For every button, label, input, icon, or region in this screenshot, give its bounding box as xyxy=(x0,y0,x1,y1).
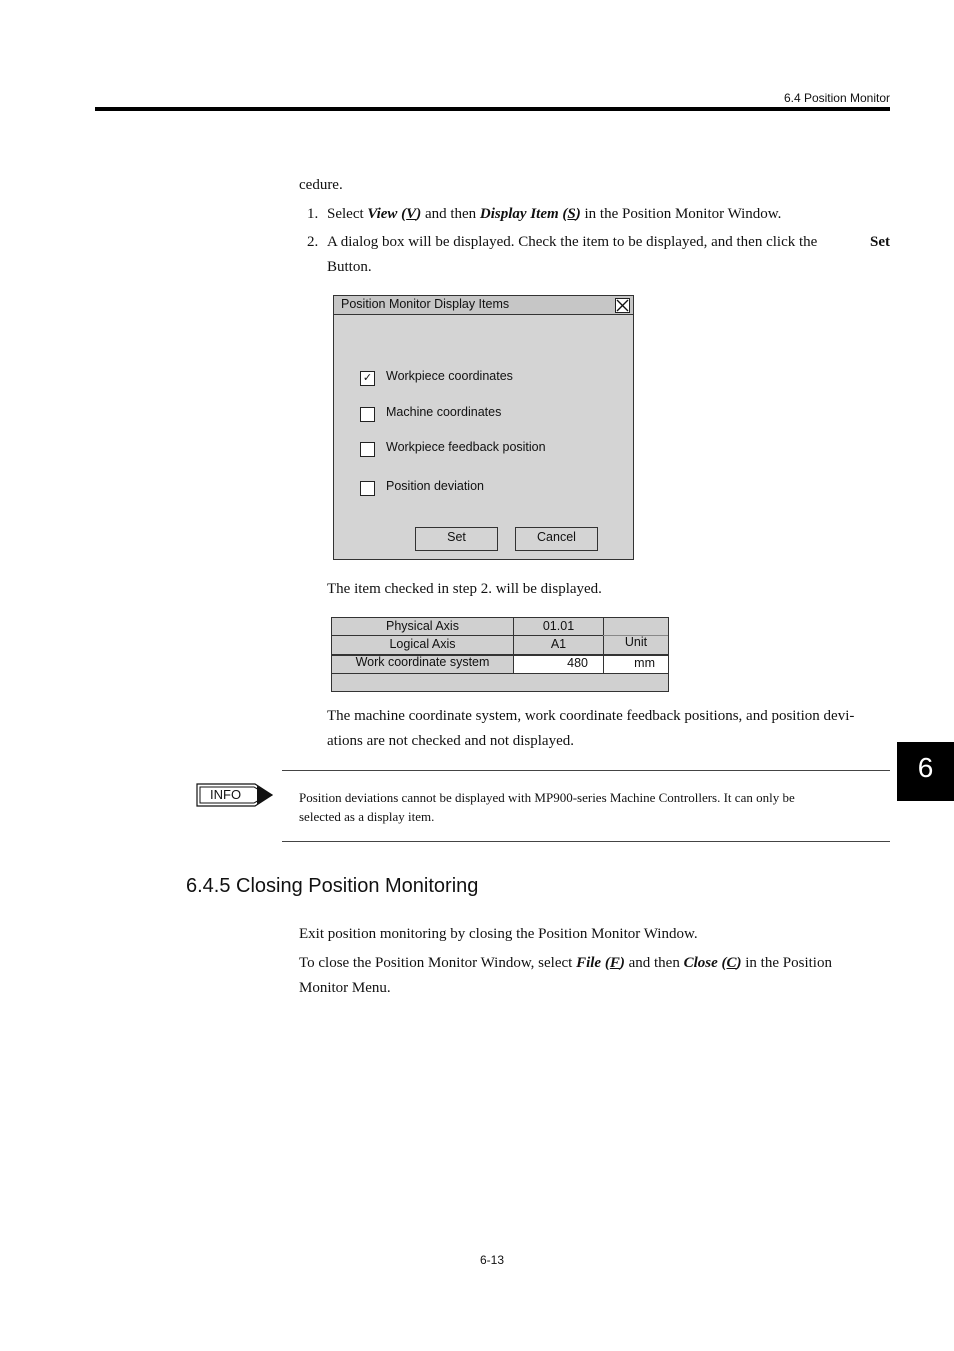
checkbox-machine-coordinates[interactable] xyxy=(360,407,375,422)
dialog-titlebar xyxy=(334,296,633,315)
info-badge-label: INFO xyxy=(210,787,242,802)
step-1 xyxy=(307,202,782,227)
set-button[interactable]: Set xyxy=(415,527,498,551)
table-divider xyxy=(332,673,668,674)
dialog-title: Position Monitor Display Items xyxy=(341,297,510,311)
axis-table xyxy=(331,617,669,692)
after-table-line-2: ations are not checked and not displayed. xyxy=(327,733,575,749)
closing-paragraph-2 xyxy=(299,951,890,1001)
row-unit: mm xyxy=(604,656,668,673)
menu-view-label: View ( xyxy=(367,206,407,222)
option-label: Position deviation xyxy=(386,479,484,493)
unit-header: Unit xyxy=(624,635,648,649)
menu-file-key: F xyxy=(609,955,620,971)
step-1-number: 1. xyxy=(307,206,319,222)
option-label: Machine coordinates xyxy=(386,405,502,419)
step-1-text-c: in the Position Monitor Window. xyxy=(580,206,782,222)
step-2-text: A dialog box will be displayed. Check the item to be displayed, and then click the xyxy=(327,234,818,250)
header-rule xyxy=(95,107,890,111)
closing-text-b: and then xyxy=(624,955,684,971)
closing-paragraph-2-line-1 xyxy=(299,951,890,976)
menu-close-label: Close ( xyxy=(683,955,727,971)
after-table-line-1: The machine coordinate system, work coordinate feedback positions, and position devi- xyxy=(327,708,855,724)
info-note xyxy=(299,788,879,826)
close-icon[interactable] xyxy=(615,298,630,313)
info-rule-top xyxy=(282,770,890,771)
section-heading: 6.4.5 Closing Position Monitoring xyxy=(186,875,479,897)
step-1-text-a: Select xyxy=(327,206,368,222)
closing-text-a: To close the Position Monitor Window, select xyxy=(299,955,577,971)
step-2-number: 2. xyxy=(307,234,319,250)
after-dialog-text: The item checked in step 2. will be displayed. xyxy=(327,581,602,597)
physical-axis-label: Physical Axis xyxy=(386,619,459,633)
checkbox-position-deviation[interactable] xyxy=(360,481,375,496)
step-1-text-b: and then xyxy=(421,206,480,222)
menu-close-key: C xyxy=(726,955,737,971)
step-2 xyxy=(307,230,890,280)
option-label: Workpiece coordinates xyxy=(386,369,513,383)
table-divider xyxy=(332,635,603,636)
menu-display-item-key: S xyxy=(567,206,576,222)
closing-paragraph-1: Exit position monitoring by closing the Position Monitor Window. xyxy=(299,926,698,942)
checkbox-workpiece-feedback-position[interactable] xyxy=(360,442,375,457)
option-label: Workpiece feedback position xyxy=(386,440,546,454)
info-line-2: selected as a display item. xyxy=(299,809,435,824)
menu-display-item-end: ) xyxy=(575,206,581,222)
closing-paragraph-2-line-2: Monitor Menu. xyxy=(299,980,391,996)
chapter-tab: 6 xyxy=(897,742,954,801)
display-items-dialog xyxy=(333,295,634,560)
page-number: 6-13 xyxy=(480,1253,505,1267)
row-value: 480 xyxy=(514,656,603,673)
menu-view-end: ) xyxy=(416,206,422,222)
menu-file-end: ) xyxy=(619,955,625,971)
after-table-text xyxy=(327,704,890,754)
row-label: Work coordinate system xyxy=(355,655,490,669)
step-2-line-2: Button. xyxy=(327,259,372,275)
menu-file-label: File ( xyxy=(576,955,610,971)
intro-fragment: cedure. xyxy=(299,177,343,193)
step-2-line-1 xyxy=(327,230,890,255)
checkbox-workpiece-coordinates[interactable]: ✓ xyxy=(360,371,375,386)
menu-display-item-label: Display Item ( xyxy=(479,206,568,222)
logical-axis-label: Logical Axis xyxy=(389,637,456,651)
running-header: 6.4 Position Monitor xyxy=(783,91,890,105)
info-rule-bottom xyxy=(282,841,890,842)
info-line-1: Position deviations cannot be displayed with MP900-series Machine Controllers. It can only be xyxy=(299,790,795,805)
logical-axis-value: A1 xyxy=(550,637,567,651)
menu-view-key: V xyxy=(406,206,417,222)
info-badge xyxy=(195,782,275,810)
cancel-button[interactable]: Cancel xyxy=(515,527,598,551)
physical-axis-value: 01.01 xyxy=(542,619,575,633)
step-2-set-word: Set xyxy=(870,234,890,250)
closing-text-c: in the Position xyxy=(741,955,832,971)
menu-close-end: ) xyxy=(736,955,742,971)
